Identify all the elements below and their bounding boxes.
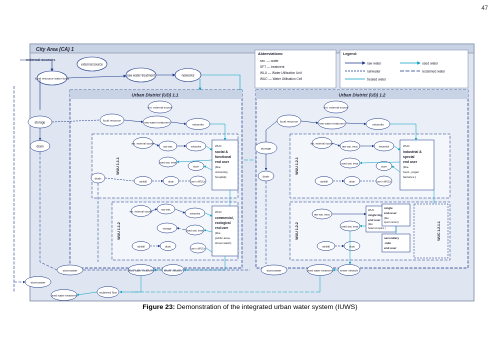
d2-wuu1-drain-text: drain xyxy=(349,180,355,184)
d1-networks-text: networks xyxy=(192,122,204,127)
d2-sewer-text: sewer network xyxy=(339,268,359,273)
d1-raw-treatment-text: raw water treatment xyxy=(144,120,170,125)
d2-wuu2-user1-line: single big xyxy=(368,213,383,217)
wuu1-rainfall-text: rainfall xyxy=(139,180,147,184)
figure-caption xyxy=(0,304,500,311)
wuu1-user-line: (like xyxy=(215,165,221,169)
wuu1-user-line: functional xyxy=(215,155,232,159)
wuu2-used-text: used wat. treat. xyxy=(186,229,204,233)
external-source-text: external source xyxy=(81,62,103,67)
wuu2-user-line: commercial, xyxy=(215,216,234,220)
abbreviations-title: Abbreviations: xyxy=(258,52,284,56)
wuu2-rainfall-text: rainfall xyxy=(137,245,145,249)
figure-label: Figure 23: xyxy=(142,304,175,311)
external-sources-label: external sources xyxy=(26,57,56,62)
wuu1-reuse-text: use in WUCs xyxy=(191,180,205,184)
wuu2-user-line: public area, xyxy=(215,236,231,240)
d2-wuu1-store-text: store xyxy=(381,165,387,169)
d2-local-resource-text: local resource xyxy=(280,119,298,124)
d1-local-resource-text: local resource xyxy=(103,118,121,123)
legend-item: reclaimed water xyxy=(422,69,446,74)
legend-box xyxy=(340,50,468,88)
d2-wuu2-user1-line: hotel complex ) xyxy=(368,227,386,230)
wuu2-user-line: street wash) xyxy=(215,241,232,245)
d2-wuu2-drain-text: drain xyxy=(349,245,355,249)
wuu1-raw-text: raw wat. xyxy=(163,145,173,149)
d2-wuu2-user2-line: (like xyxy=(384,217,389,220)
d2-wuu1-user-line: special xyxy=(403,155,415,159)
abbreviation-item: SFT — treatment xyxy=(260,65,285,69)
legend-title: Legend: xyxy=(343,52,357,56)
d2-used-treatment-text: used water treatment xyxy=(306,268,334,273)
wuu2-user-line: ecological xyxy=(215,221,231,225)
wuc-cell-label: WUC 1.2.1.1 xyxy=(437,221,441,241)
wuu2-reuse-text: use in WUCs xyxy=(191,247,205,251)
raw-water-treatment-text: raw water treatment xyxy=(126,73,156,78)
d1-storage-text: storage xyxy=(34,120,46,125)
page-number: 47 xyxy=(481,6,488,12)
wuu2-raw-text: raw wat. xyxy=(161,208,171,212)
d2-wuu1-user-line: end user xyxy=(403,160,418,164)
wuu2-user-line: (like xyxy=(215,231,221,235)
d2-wuu2-user3-line: -side xyxy=(384,241,392,245)
legend-item: rainwater xyxy=(367,69,381,74)
d2-wuu1-ext-text: ext. external source xyxy=(310,142,334,146)
wuu-1-1-1-label: WUU 1.1.1 xyxy=(116,157,120,175)
d2-wuu1-raw-text: raw wat. treat. xyxy=(341,145,359,149)
d2-ext-source-text: ext. external source xyxy=(323,105,349,110)
wuu1-user-line: university, xyxy=(215,170,229,174)
wuu1-store-text: store xyxy=(193,165,199,169)
wuu-1-1-2-label: WUU 1.1.2 xyxy=(117,222,121,240)
d2-drain-outer-text: drain xyxy=(262,174,270,179)
d2-wuu2-user1-line: (like xyxy=(368,223,373,226)
d2-wuu1-user-line: food-, paper xyxy=(403,170,420,174)
bottom-used-treatment-text: used water treatment xyxy=(50,293,78,298)
d2-networks-text: networks xyxy=(372,122,384,127)
legend-item: treated water xyxy=(367,77,387,82)
wuu1-user-line: WUC xyxy=(215,144,222,148)
wuu2-user-line: WUC xyxy=(215,210,222,214)
d1-stormwater-text: stormwater xyxy=(62,268,78,273)
d2-wuu1-networks-text: networks xyxy=(378,145,390,149)
city-area-title: City Area (CA) 1 xyxy=(36,47,74,53)
wuu1-ext-text: ext. external source xyxy=(131,142,155,146)
legend-item: used water xyxy=(422,61,439,66)
d2-wuu1-user-line: industrial & xyxy=(403,150,422,154)
d2-wuu1-user-line: (like xyxy=(403,165,409,169)
d2-wuu2-user2-line: end-user xyxy=(384,211,397,215)
wuu2-drain-text: drain xyxy=(165,245,171,249)
d2-wuu1-user-line: WUC xyxy=(403,144,410,148)
figure-caption-text: Demonstration of the integrated urban water system (IUWS) xyxy=(176,304,358,311)
d2-wuu2-used-text: used wat. treat. xyxy=(341,225,359,229)
d2-wuu2-raw-text: raw wat. treat. xyxy=(313,213,331,217)
district-2-title: Urban District (UD) 1.2 xyxy=(338,92,386,98)
wuu2-ext-text: ext. external source xyxy=(129,210,153,214)
wuu1-user-line: social & xyxy=(215,150,229,154)
bottom-reclaimed-text: reclaimed flow xyxy=(99,290,117,295)
d2-wuu1-rainfall-text: rainfall xyxy=(320,180,328,184)
d2-wuu1-user-line: factories ) xyxy=(403,175,417,179)
d2-wuu2-user3-line: secondary xyxy=(384,236,400,240)
wuu1-user-line: end user xyxy=(215,160,230,164)
d2-wuu2-user1-line: WUC xyxy=(368,209,375,212)
d2-stormwater-text: stormwater xyxy=(266,268,282,273)
wuu-1-2-1-label: WUU 1.2.1 xyxy=(295,157,299,175)
d2-wuu2-user2-line: single xyxy=(384,206,393,210)
d2-wuu1-used-text: used wat. treat. xyxy=(341,162,359,166)
wuu1-networks-text: networks xyxy=(190,145,202,149)
wuu2-networks-text: networks xyxy=(189,212,201,216)
d2-storage-text: storage xyxy=(260,146,272,151)
wuu-1-2-2-label: WUU 1.2.2 xyxy=(295,222,299,240)
wuu2-user-line: end user xyxy=(215,226,229,230)
d1-drain-inner-text: drain xyxy=(94,176,102,181)
d2-wuu2-user1-line: end user xyxy=(368,218,381,222)
d1-ext-source-text: ext. external source xyxy=(147,105,173,110)
d2-wuu2-user2-line: sport center) xyxy=(384,221,399,224)
d2-raw-treatment-text: raw water treatment xyxy=(319,121,345,126)
abbreviation-item: WUC — Water Utilisation Cell xyxy=(260,77,303,81)
abbreviation-item: sec. — water xyxy=(260,59,279,63)
networks-text: networks xyxy=(181,73,195,78)
local-resource-text: local resource water body xyxy=(34,76,70,81)
legend-item: raw water xyxy=(367,61,382,66)
d1-sewer-text: sewer network xyxy=(163,268,183,273)
district-1-title: Urban District (UD) 1.1 xyxy=(131,92,179,98)
abbreviation-item: WLU — Water Utilisation Unit xyxy=(260,71,302,75)
d2-wuu2-rainfall-text: rainfall xyxy=(322,245,330,249)
d2-wuu2-user3-line: end user xyxy=(384,246,397,250)
wuu1-used-text: used wat. treat. xyxy=(159,161,177,165)
d1-used-treatment-text: used water treatment xyxy=(127,268,155,273)
wuu1-drain-text: drain xyxy=(168,180,174,184)
wuc-cell-frame xyxy=(414,204,448,258)
bottom-stormwater-text: stormwater xyxy=(30,280,46,285)
d2-wuu1-reuse-text: use in WUCs xyxy=(377,180,391,184)
d1-drain-outer-text: drain xyxy=(36,144,44,149)
wuu1-user-line: hospital) xyxy=(215,175,227,179)
wuu2-storage-text: storage xyxy=(162,227,172,231)
